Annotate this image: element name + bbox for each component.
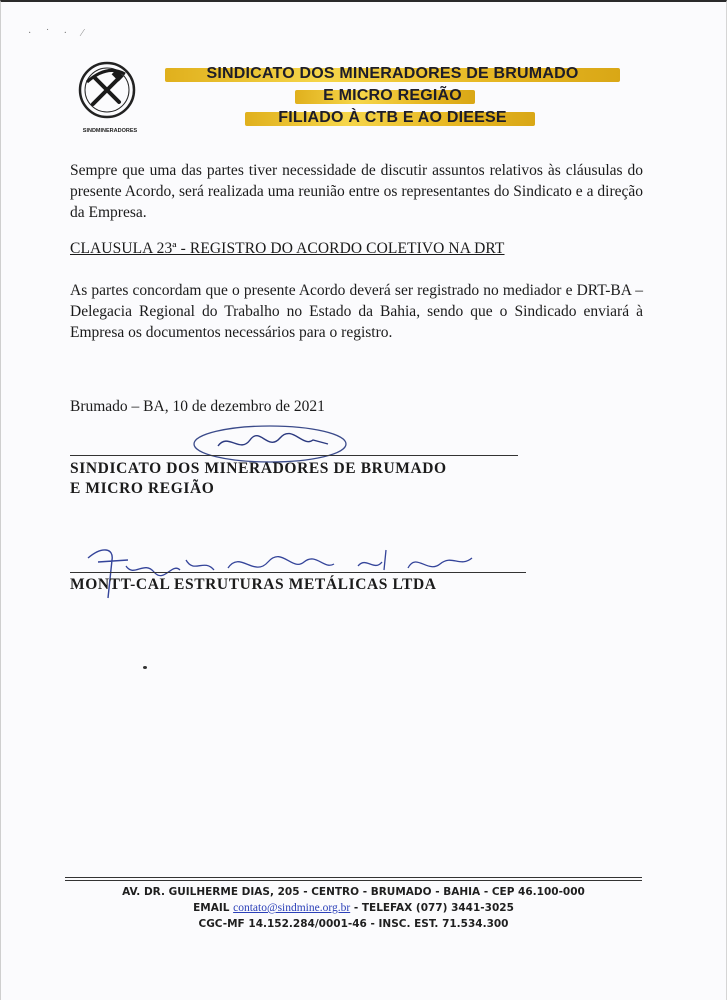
banner-line-1: SINDICATO DOS MINERADORES DE BRUMADO: [206, 65, 579, 82]
company-signature-line: [70, 572, 526, 573]
footer-email-link[interactable]: contato@sindmine.org.br: [233, 902, 351, 914]
union-logo: [73, 58, 143, 138]
clause-paragraph: As partes concordam que o presente Acordo deverá ser registrado no mediador e DRT-BA – Delegacia Regional do Trabalho no Estado da Bahia, sendo que o Sindicado enviará à Empresa os documentos necessários para o registro.: [70, 282, 643, 341]
footer-rule-top: [65, 877, 642, 878]
footer-contact: [65, 900, 642, 916]
intro-paragraph: Sempre que uma das partes tiver necessidade de discutir assuntos relativos às cláusulas do presente Acordo, será realizada uma reunião entre os representantes do Sindicato e a direção da Empresa.: [70, 162, 643, 221]
footer-address: AV. DR. GUILHERME DIAS, 205 - CENTRO - BRUMADO - BAHIA - CEP 46.100-000: [122, 886, 585, 898]
company-party-name: MONTT-CAL ESTRUTURAS METÁLICAS LTDA: [70, 576, 437, 593]
place-date: Brumado – BA, 10 de dezembro de 2021: [70, 398, 325, 415]
footer-phone: - TELEFAX (077) 3441-3025: [353, 902, 514, 914]
union-signature-line: [70, 455, 518, 456]
union-party-name-1: SINDICATO DOS MINERADORES DE BRUMADO: [70, 460, 447, 477]
banner-line-3: FILIADO À CTB E AO DIEESE: [278, 109, 507, 126]
company-signature: [68, 538, 548, 608]
union-party-name-2: E MICRO REGIÃO: [70, 480, 215, 497]
footer-rule-bottom: [65, 880, 642, 881]
footer-email-label: EMAIL: [193, 902, 230, 914]
pickaxe-hammer-icon: [93, 78, 119, 104]
scan-dot: [143, 666, 147, 669]
footer-registration: CGC-MF 14.152.284/0001-46 - INSC. EST. 71.534.300: [198, 918, 509, 930]
banner-line-2: E MICRO REGIÃO: [323, 87, 462, 104]
scan-specks: · ˙ · ⁄: [28, 28, 90, 39]
logo-caption: SINDMINERADORES: [82, 128, 138, 134]
letterhead-footer: [65, 884, 642, 932]
union-banner: [165, 64, 620, 130]
clause-heading: CLAUSULA 23ª - REGISTRO DO ACORDO COLETIVO NA DRT: [70, 240, 505, 257]
